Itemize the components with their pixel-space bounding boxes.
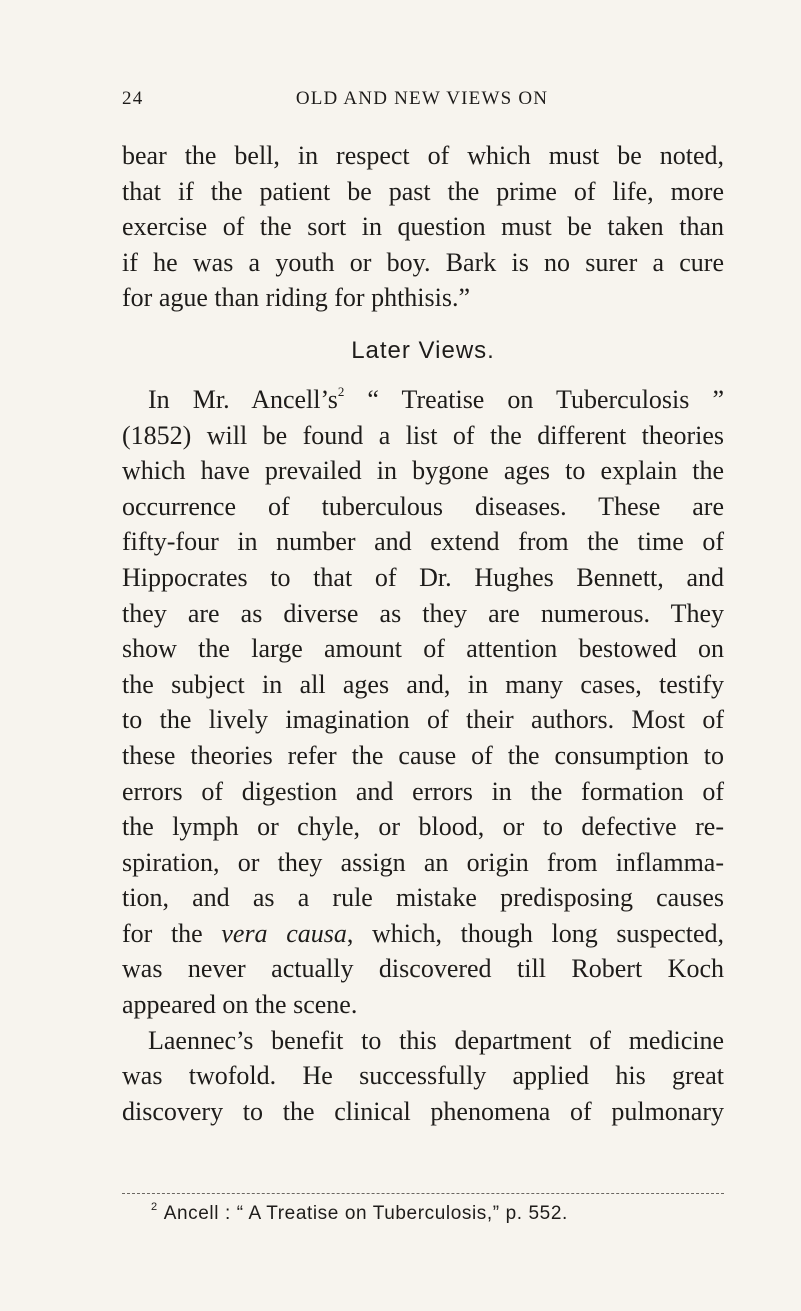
text-line: exercise of the sort in question must be taken than bbox=[122, 212, 724, 242]
text-line: bear the bell, in respect of which must be noted, bbox=[122, 141, 724, 170]
text-line: they are as diverse as they are numerous. They bbox=[122, 598, 724, 628]
text-line: tion, and as a rule mistake predisposing causes bbox=[122, 883, 724, 913]
italic-phrase: vera causa bbox=[221, 918, 347, 948]
text-line: for ague than riding for phthisis.” bbox=[122, 283, 471, 313]
text-line: if he was a youth or boy. Bark is no surer a cure bbox=[122, 247, 724, 277]
text-line: show the large amount of attention bestowed on bbox=[122, 634, 724, 664]
footnote-divider bbox=[122, 1193, 724, 1194]
section-heading: Later Views. bbox=[351, 336, 495, 364]
text-line: the subject in all ages and, in many cases, testify bbox=[122, 669, 724, 699]
text-fragment: In Mr. Ancell’s bbox=[148, 384, 338, 414]
text-line: errors of digestion and errors in the formation of bbox=[122, 776, 724, 806]
text-line: to the lively imagination of their authors. Most of bbox=[122, 705, 724, 735]
text-fragment: , which, though long suspected, bbox=[346, 918, 724, 948]
text-line: was twofold. He successfully applied his great bbox=[122, 1061, 724, 1091]
footnote-text: Ancell : “ A Treatise on Tuberculosis,” p. 552. bbox=[163, 1203, 568, 1224]
text-line: discovery to the clinical phenomena of pulmonary bbox=[122, 1096, 724, 1126]
footnote-marker: 2 bbox=[151, 1201, 158, 1213]
text-line: occurrence of tuberculous diseases. These are bbox=[122, 491, 724, 521]
text-line: these theories refer the cause of the consumption to bbox=[122, 740, 724, 770]
text-line: Hippocrates to that of Dr. Hughes Bennett, and bbox=[122, 562, 724, 592]
running-title: OLD AND NEW VIEWS ON bbox=[295, 88, 549, 109]
text-fragment: “ Treatise on Tuberculosis ” bbox=[367, 384, 724, 414]
text-line: was never actually discovered till Robert Koch bbox=[122, 954, 724, 984]
body-text bbox=[122, 138, 724, 1129]
running-head bbox=[122, 88, 722, 118]
footnote bbox=[151, 1201, 724, 1227]
page-number: 24 bbox=[122, 88, 144, 109]
text-line: the lymph or chyle, or blood, or to defective re- bbox=[122, 812, 724, 842]
text-line: spiration, or they assign an origin from inflamma- bbox=[122, 847, 724, 877]
text-line-with-italic bbox=[122, 916, 724, 952]
text-fragment: for the bbox=[122, 918, 203, 948]
text-line: fifty-four in number and extend from the time of bbox=[122, 527, 724, 557]
text-line: which have prevailed in bygone ages to explain the bbox=[122, 456, 724, 486]
paragraph-first-line: Laennec’s benefit to this department of medicine bbox=[148, 1025, 724, 1055]
text-line: appeared on the scene. bbox=[122, 990, 358, 1020]
text-line: that if the patient be past the prime of life, more bbox=[122, 176, 724, 206]
footnote-reference: 2 bbox=[337, 383, 345, 399]
text-line: (1852) will be found a list of the different theories bbox=[122, 420, 724, 450]
paragraph-first-line bbox=[122, 382, 724, 418]
